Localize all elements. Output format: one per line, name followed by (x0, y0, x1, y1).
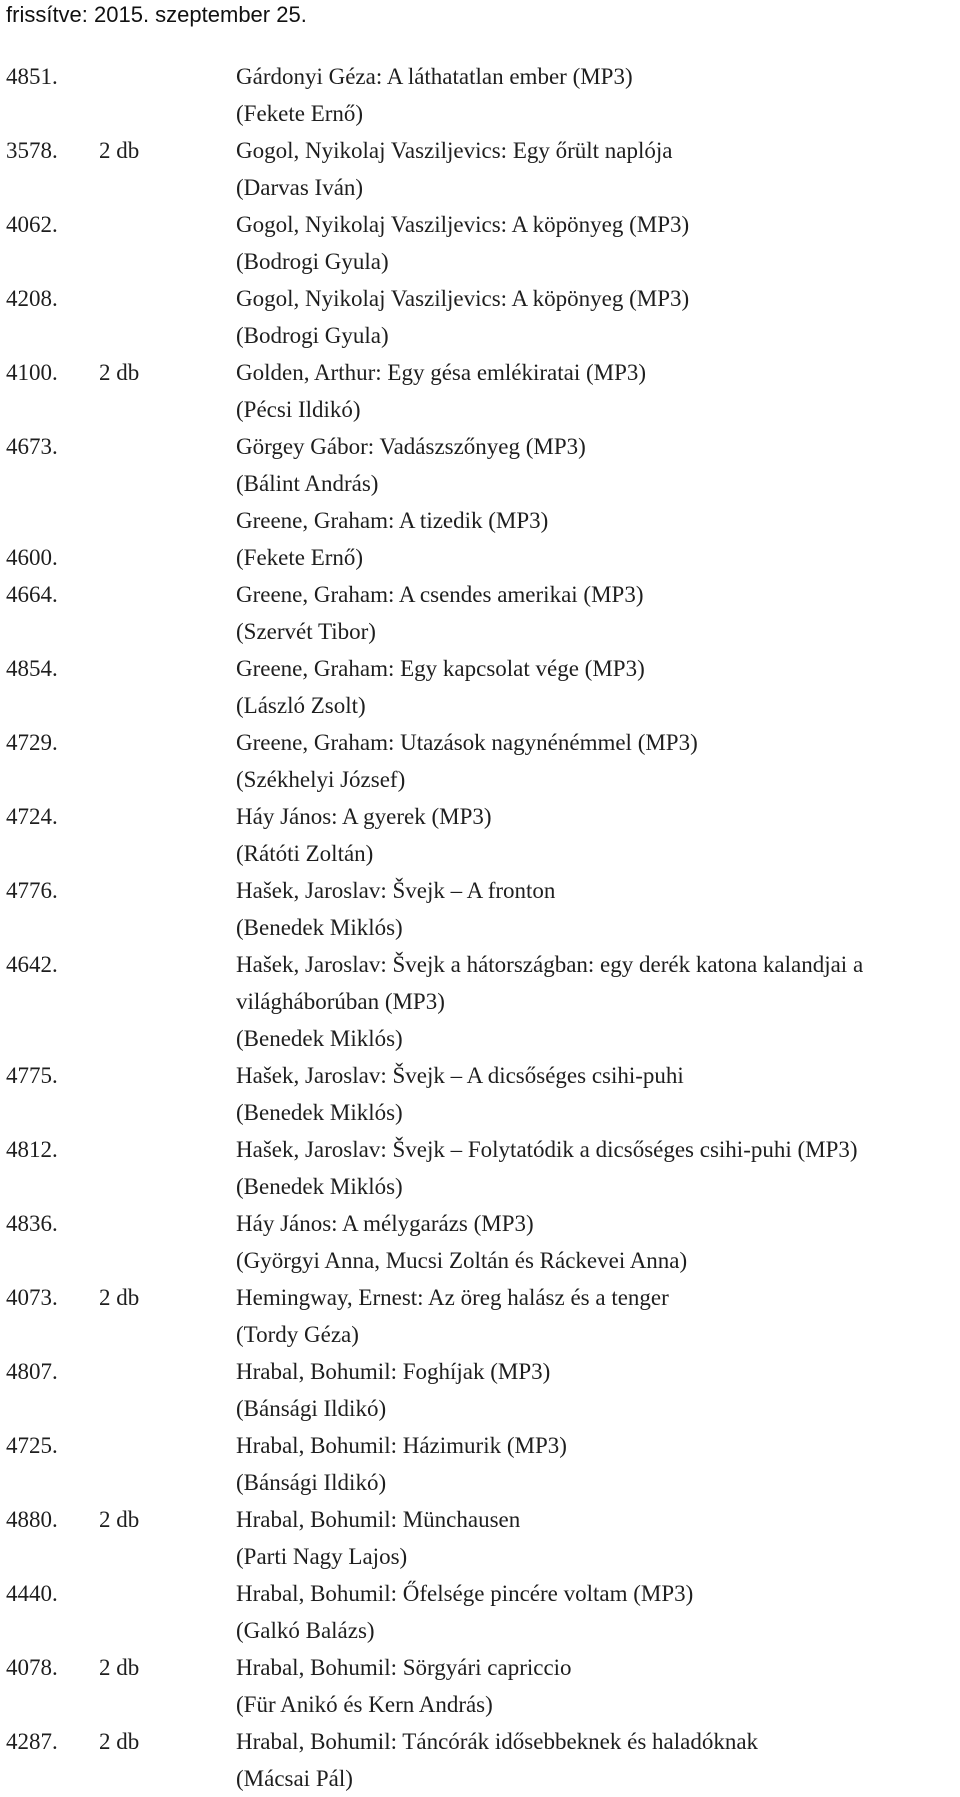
list-item (0, 1279, 960, 1353)
entry-number: 4854. (6, 656, 58, 681)
entry-title: Greene, Graham: Utazások nagynénémmel (MP3) (236, 730, 698, 755)
list-item (0, 1427, 960, 1501)
entry-title: Hašek, Jaroslav: Švejk – A dicsőséges csihi-puhi (236, 1063, 684, 1088)
entry-number: 4776. (6, 878, 58, 903)
entry-title: Hrabal, Bohumil: Őfelsége pincére voltam (MP3) (236, 1581, 694, 1606)
list-item (0, 206, 960, 280)
page-updated-date: frissítve: 2015. szeptember 25. (6, 2, 307, 27)
audiobook-list (0, 58, 960, 1797)
entry-number: 4600. (6, 545, 58, 570)
list-item (0, 946, 960, 1057)
list-item (0, 576, 960, 650)
entry-reader: (Darvas Iván) (236, 175, 364, 200)
entry-title: Hašek, Jaroslav: Švejk – Folytatódik a dicsőséges csihi-puhi (MP3) (236, 1137, 858, 1162)
entry-reader: (Szervét Tibor) (236, 619, 376, 644)
entry-title: Hrabal, Bohumil: Sörgyári capriccio (236, 1655, 572, 1680)
entry-number: 4073. (6, 1285, 58, 1310)
entry-title: Háy János: A gyerek (MP3) (236, 804, 492, 829)
entry-title: Gárdonyi Géza: A láthatatlan ember (MP3) (236, 64, 633, 89)
list-item (0, 502, 960, 576)
entry-number: 4078. (6, 1655, 58, 1680)
entry-number: 4440. (6, 1581, 58, 1606)
entry-reader: (Fekete Ernő) (236, 545, 364, 570)
entry-quantity: 2 db (99, 1729, 140, 1754)
list-item (0, 428, 960, 502)
list-item (0, 280, 960, 354)
list-item (0, 1723, 960, 1797)
entry-reader: (Székhelyi József) (236, 767, 406, 792)
entry-title-continued: világháborúban (MP3) (236, 989, 445, 1014)
entry-number: 3578. (6, 138, 58, 163)
entry-number: 4724. (6, 804, 58, 829)
list-item (0, 1649, 960, 1723)
entry-title: Hašek, Jaroslav: Švejk – A fronton (236, 878, 556, 903)
entry-title: Gogol, Nyikolaj Vaszilјevics: Egy őrült naplója (236, 138, 673, 163)
entry-reader: (Fekete Ernő) (236, 101, 364, 126)
entry-title: Hašek, Jaroslav: Švejk a hátországban: egy derék katona kalandjai a (236, 952, 864, 977)
entry-title: Görgey Gábor: Vadászszőnyeg (MP3) (236, 434, 586, 459)
entry-title: Hrabal, Bohumil: Münchausen (236, 1507, 521, 1532)
entry-reader: (Tordy Géza) (236, 1322, 359, 1347)
entry-number: 4287. (6, 1729, 58, 1754)
entry-number: 4208. (6, 286, 58, 311)
entry-reader: (László Zsolt) (236, 693, 366, 718)
entry-quantity: 2 db (99, 1655, 140, 1680)
entry-number: 4664. (6, 582, 58, 607)
list-item (0, 1131, 960, 1205)
entry-number: 4642. (6, 952, 58, 977)
entry-reader: (Bodrogi Gyula) (236, 323, 389, 348)
entry-reader: (Bálint András) (236, 471, 379, 496)
entry-number: 4100. (6, 360, 58, 385)
entry-number: 4880. (6, 1507, 58, 1532)
entry-title: Gogol, Nyikolaj Vaszilјevics: A köpönyeg (MP3) (236, 212, 690, 237)
entry-number: 4775. (6, 1063, 58, 1088)
entry-number: 4062. (6, 212, 58, 237)
entry-title: Golden, Arthur: Egy gésa emlékiratai (MP3) (236, 360, 647, 385)
entry-title: Hrabal, Bohumil: Táncórák idősebbeknek és haladóknak (236, 1729, 759, 1754)
list-item (0, 724, 960, 798)
entry-number: 4729. (6, 730, 58, 755)
entry-title: Greene, Graham: Egy kapcsolat vége (MP3) (236, 656, 645, 681)
list-item (0, 1057, 960, 1131)
list-item (0, 1575, 960, 1649)
entry-reader: (Benedek Miklós) (236, 915, 403, 940)
list-item (0, 650, 960, 724)
entry-quantity: 2 db (99, 1507, 140, 1532)
list-item (0, 58, 960, 132)
entry-number: 4851. (6, 64, 58, 89)
entry-title: Greene, Graham: A csendes amerikai (MP3) (236, 582, 644, 607)
entry-title: Hemingway, Ernest: Az öreg halász és a tenger (236, 1285, 669, 1310)
entry-number: 4807. (6, 1359, 58, 1384)
entry-reader: (Galkó Balázs) (236, 1618, 375, 1643)
list-item (0, 132, 960, 206)
list-item (0, 798, 960, 872)
entry-number: 4836. (6, 1211, 58, 1236)
entry-number: 4812. (6, 1137, 58, 1162)
entry-reader: (Bánsági Ildikó) (236, 1396, 387, 1421)
entry-title: Greene, Graham: A tizedik (MP3) (236, 508, 549, 533)
list-item (0, 1501, 960, 1575)
entry-reader: (Rátóti Zoltán) (236, 841, 374, 866)
entry-reader: (Benedek Miklós) (236, 1174, 403, 1199)
entry-reader: (Benedek Miklós) (236, 1100, 403, 1125)
entry-reader: (Bodrogi Gyula) (236, 249, 389, 274)
entry-quantity: 2 db (99, 1285, 140, 1310)
entry-reader: (Benedek Miklós) (236, 1026, 403, 1051)
entry-reader: (Bánsági Ildikó) (236, 1470, 387, 1495)
entry-reader: (Für Anikó és Kern András) (236, 1692, 493, 1717)
entry-title: Hrabal, Bohumil: Foghíjak (MP3) (236, 1359, 551, 1384)
list-item (0, 354, 960, 428)
entry-quantity: 2 db (99, 360, 140, 385)
entry-title: Háy János: A mélygarázs (MP3) (236, 1211, 534, 1236)
list-item (0, 1205, 960, 1279)
entry-reader: (Pécsi Ildikó) (236, 397, 361, 422)
entry-title: Hrabal, Bohumil: Házimurik (MP3) (236, 1433, 567, 1458)
entry-reader: (Parti Nagy Lajos) (236, 1544, 408, 1569)
list-item (0, 872, 960, 946)
entry-reader: (Mácsai Pál) (236, 1766, 353, 1791)
entry-number: 4725. (6, 1433, 58, 1458)
list-item (0, 1353, 960, 1427)
entry-quantity: 2 db (99, 138, 140, 163)
entry-title: Gogol, Nyikolaj Vaszilјevics: A köpönyeg (MP3) (236, 286, 690, 311)
entry-reader: (Györgyi Anna, Mucsi Zoltán és Ráckevei Anna) (236, 1248, 688, 1273)
entry-number: 4673. (6, 434, 58, 459)
